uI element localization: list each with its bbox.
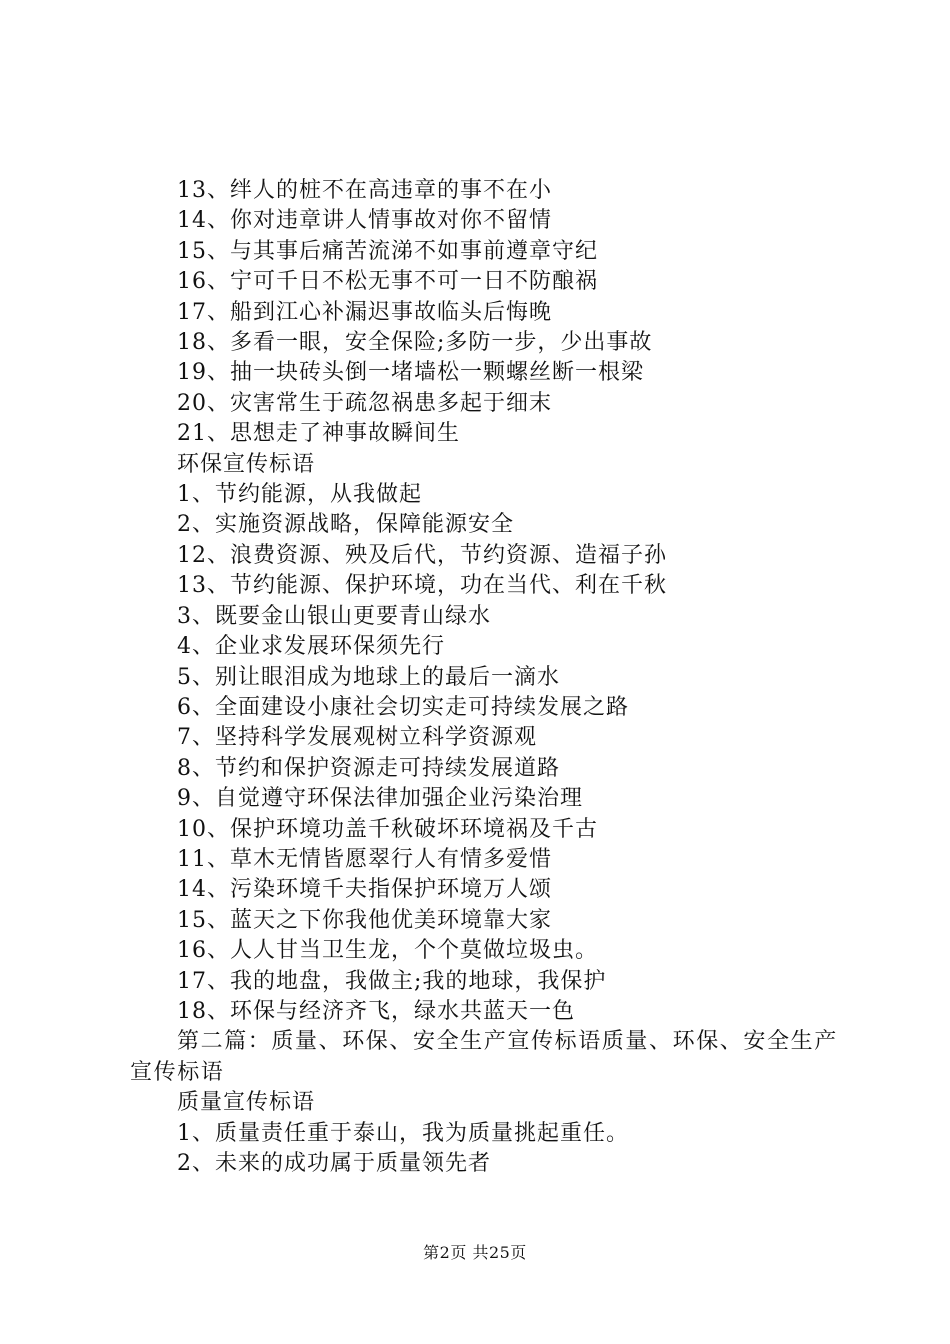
- text-line: 10、保护环境功盖千秋破坏环境祸及千古: [177, 816, 598, 842]
- text-line: 6、全面建设小康社会切实走可持续发展之路: [177, 694, 629, 720]
- text-line: 13、绊人的桩不在高违章的事不在小: [177, 178, 552, 203]
- text-line: 2、未来的成功属于质量领先者: [177, 1151, 491, 1176]
- text-line: 9、自觉遵守环保法律加强企业污染治理: [177, 786, 583, 812]
- text-line: 1、节约能源，从我做起: [177, 482, 422, 508]
- text-line: 18、环保与经济齐飞，绿水共蓝天一色: [177, 998, 575, 1024]
- page-footer: [0, 1240, 950, 1263]
- text-line: 14、你对违章讲人情事故对你不留情: [177, 208, 552, 234]
- text-line: 16、人人甘当卫生龙，个个莫做垃圾虫。: [177, 938, 598, 964]
- text-line: 18、多看一眼，安全保险;多防一步，少出事故: [177, 330, 653, 356]
- text-line: 16、宁可千日不松无事不可一日不防酿祸: [177, 269, 598, 295]
- page-number: 第2页 共25页: [423, 1243, 527, 1262]
- text-line: 4、企业求发展环保须先行: [177, 634, 445, 660]
- text-line: 20、灾害常生于疏忽祸患多起于细末: [177, 390, 552, 416]
- text-line: 3、既要金山银山更要青山绿水: [177, 603, 491, 629]
- text-line: 19、抽一块砖头倒一堵墙松一颗螺丝断一根梁: [177, 360, 644, 386]
- text-line: 21、思想走了神事故瞬间生: [177, 421, 460, 447]
- text-line: 11、草木无情皆愿翠行人有情多爱惜: [177, 846, 552, 872]
- text-line: 13、节约能源、保护环境，功在当代、利在千秋: [177, 573, 667, 599]
- text-line: 12、浪费资源、殃及后代，节约资源、造福子孙: [177, 542, 667, 568]
- text-line: 1、质量责任重于泰山，我为质量挑起重任。: [177, 1120, 629, 1146]
- text-line: 15、蓝天之下你我他优美环境靠大家: [177, 907, 552, 933]
- text-line: 17、船到江心补漏迟事故临头后悔晚: [177, 299, 552, 325]
- text-line: 14、污染环境千夫指保护环境万人颂: [177, 877, 552, 903]
- text-line: 7、坚持科学发展观树立科学资源观: [177, 725, 537, 751]
- section-heading-environment: 环保宣传标语: [177, 451, 316, 477]
- text-line: 8、节约和保护资源走可持续发展道路: [177, 755, 560, 781]
- text-line: 2、实施资源战略，保障能源安全: [177, 512, 514, 538]
- text-line: 15、与其事后痛苦流涕不如事前遵章守纪: [177, 238, 598, 264]
- document-body: [130, 176, 850, 1179]
- text-line: 5、别让眼泪成为地球上的最后一滴水: [177, 664, 560, 690]
- text-line: 17、我的地盘，我做主;我的地球，我保护: [177, 968, 607, 994]
- chapter-heading: 第二篇：质量、环保、安全生产宣传标语质量、环保、安全生产宣传标语: [130, 1029, 838, 1085]
- section-heading-quality: 质量宣传标语: [177, 1090, 316, 1116]
